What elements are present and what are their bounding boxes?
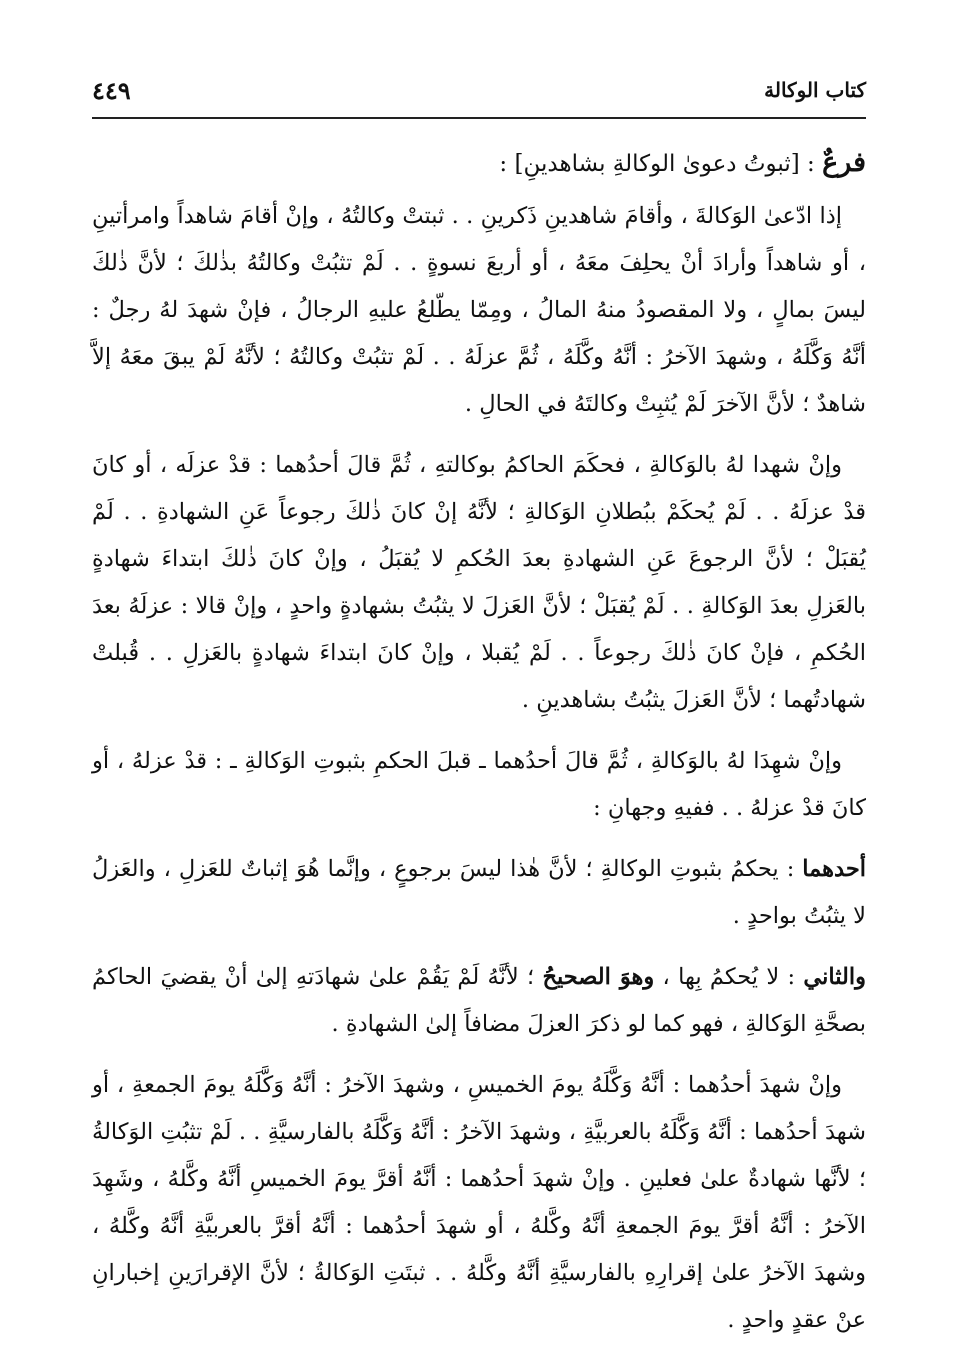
paragraph-5-mid: : لا يُحكمُ بِها ،	[654, 964, 796, 990]
running-title: كتاب الوكالة	[764, 78, 866, 102]
paragraph-4-lead: أحدهما	[802, 856, 866, 882]
paragraph-4	[92, 846, 866, 940]
page-number: ٤٤٩	[92, 75, 131, 105]
page-header	[92, 70, 866, 110]
paragraph-5-text: ؛ لأنَّهُ لَمْ يَقُمْ علىٰ شهادَتهِ إلىٰ أنْ يقضيَ الحاكمُ بصحَّةِ الوَكالةِ ، فهو كما لو ذكرَ العزلَ مضافاً إلىٰ الشهادةِ .	[92, 964, 866, 1037]
paragraph-3: وإنْ شهِدَا لهُ بالوَكالةِ ، ثُمَّ قالَ أحدُهما ـ قبلَ الحكمِ بثبوتِ الوَكالةِ ـ : قدْ عزلهُ ، أو كانَ قدْ عزلهُ . . ففيهِ وجهانِ :	[92, 748, 866, 821]
section-heading	[92, 138, 866, 189]
paragraph-4-text: : يحكمُ بثبوتِ الوكالةِ ؛ لأنَّ هٰذا ليسَ برجوعٍ ، وإنَّما هُوَ إثباتٌ للعَزلِ ، والعَزلُ لا يثبُتُ بواحدٍ .	[92, 856, 866, 929]
page-body	[92, 138, 866, 1358]
section-title: : [ثبوتُ دعوىٰ الوكالةِ بشاهدينِ] :	[499, 151, 815, 177]
section-lead: فرعٌ	[822, 147, 866, 178]
paragraph-6: وإنْ شهدَ أحدُهما : أنَّهُ وَكَّلَهُ يومَ الخميسِ ، وشهدَ الآخرُ : أنَّهُ وَكَّلَهُ يومَ الجمعةِ ، أو شهدَ أحدُهما : أنَّهُ وَكَّلَهُ بالعربيَّةِ ، وشهدَ الآخرُ : أنَّهُ وَكَّلَهُ بالفارسيَّةِ . . لَمْ تثبُتِ الوَكالةُ ؛ لأنَّها شهادةٌ علىٰ فعلينِ . وإنْ شهدَ أحدُهما : أنَّهُ أقرَّ يومَ الخميسِ أنَّهُ وكَّلهُ ، وشَهِدَ الآخرُ : أنَّهُ أقرَّ يومَ الجمعةِ أنَّهُ وكَّلهُ ، أو شهدَ أحدُهما : أنَّهُ أقرَّ بالعربيَّةِ أنَّهُ وكَّلهُ ، وشهدَ الآخرُ علىٰ إقرارِهِ بالفارسيَّةِ أنَّهُ وكَّلهُ . . ثبتَتِ الوَكالةُ ؛ لأنَّ الإقرارَينِ إخبارانِ عنْ عقدٍ واحدٍ .	[92, 1072, 866, 1333]
paragraph-5	[92, 954, 866, 1048]
paragraph-5-lead: والثاني	[803, 964, 866, 990]
paragraph-2: وإنْ شهدا لهُ بالوَكالةِ ، فحكَمَ الحاكمُ بوكالتهِ ، ثُمَّ قالَ أحدُهما : قدْ عزلَه ، أو كانَ قدْ عزلَهُ . . لَمْ يُحكَمْ ببُطلانِ الوَكالةِ ؛ لأنَّهُ إنْ كانَ ذٰلكَ رجوعاً عَنِ الشهادةِ . . لَمْ يُقبَلْ ؛ لأنَّ الرجوعَ عَنِ الشهادةِ بعدَ الحُكمِ لا يُقبَلُ ، وإنْ كانَ ذٰلكَ ابتداءَ شهادةٍ بالعَزلِ بعدَ الوَكالةِ . . لَمْ يُقبَلْ ؛ لأنَّ العَزلَ لا يثبُتُ بشهادةٍ واحدٍ ، وإنْ قالا : عزلَهُ بعدَ الحُكمِ ، فإنْ كانَ ذٰلكَ رجوعاً . . لَمْ يُقبلا ، وإنْ كانَ ابتداءَ شهادةٍ بالعَزلِ . . قُبلتْ شهادتُهما ؛ لأنَّ العَزلَ يثبُتُ بشاهدينِ .	[92, 452, 866, 713]
paragraph-5-bold: وهوَ الصحيحُ	[542, 964, 655, 990]
paragraph-1: إذا ادّعىٰ الوَكالةَ ، وأقامَ شاهدينِ ذَكرينِ . . ثبتتْ وكالتُهُ ، وإنْ أقامَ شاهداً وامرأتينِ ، أو شاهداً وأرادَ أنْ يحلِفَ معَهُ ، أو أربعَ نسوةٍ . . لَمْ تثبُتْ وكالتُهُ بذٰلكَ ؛ لأنَّ ذٰلكَ ليسَ بمالٍ ، ولا المقصودُ منهُ المالُ ، ومِمّا يطّلعُ عليهِ الرجالُ ، فإنْ شهدَ لهُ رجلٌ : أنَّهُ وَكَّلَهُ ، وشهدَ الآخرُ : أنَّهُ وكَّلَهُ ، ثُمَّ عزلَهُ . . لَمْ تثبُتْ وكالتُهُ ؛ لأنَّهُ لَمْ يبقَ معَهُ إلاَّ شاهدٌ ؛ لأنَّ الآخرَ لَمْ يُثبِتْ وكالتَهُ في الحالِ .	[92, 203, 866, 417]
header-rule	[92, 117, 866, 119]
